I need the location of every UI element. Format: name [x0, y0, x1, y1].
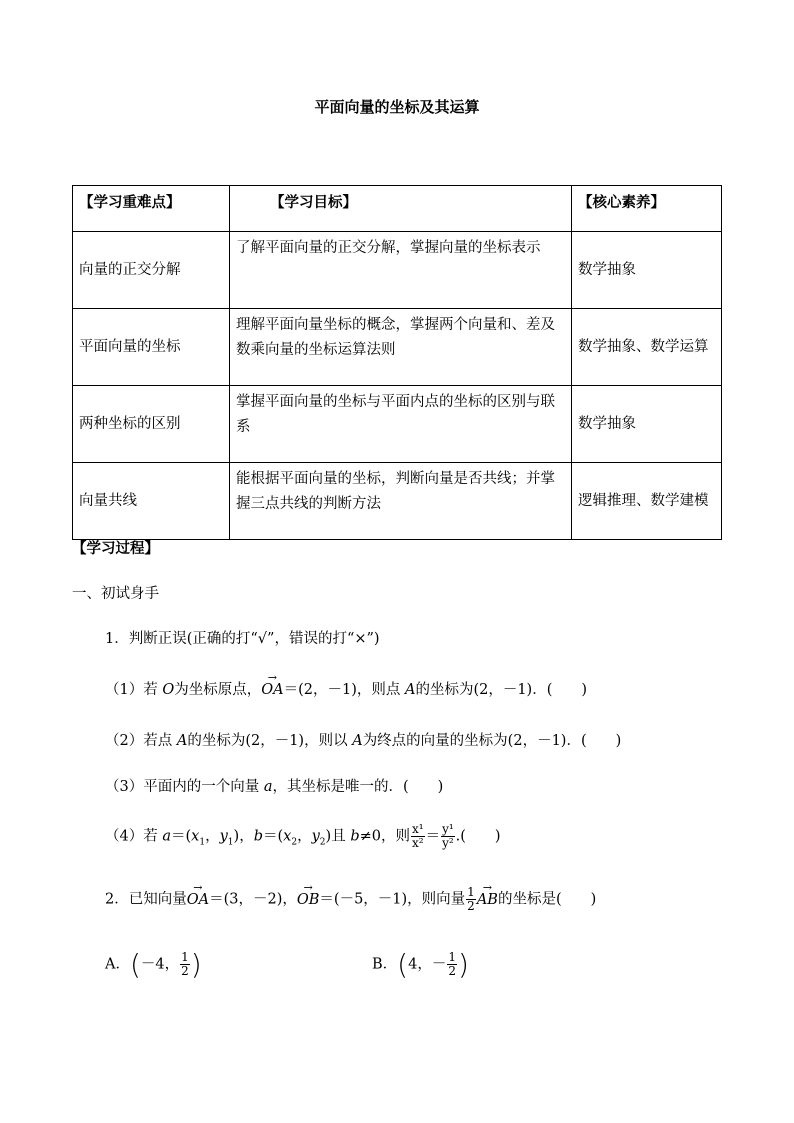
right-paren: ) [190, 948, 202, 981]
table-header-row [73, 186, 722, 232]
row-literacy: 数学抽象 [572, 232, 722, 309]
subscript: 2 [319, 837, 326, 848]
row-goal: 掌握平面向量的坐标与平面内点的坐标的区别与联系 [230, 386, 572, 463]
text: ＝(2，－1)，则点 [283, 682, 405, 698]
denominator: 2 [467, 899, 475, 913]
row-goal: 理解平面向量坐标的概念，掌握两个向量和、差及数乘向量的坐标运算法则 [230, 309, 572, 386]
table-row [73, 386, 722, 463]
text: 的坐标为(2，－1)．( ) [415, 682, 588, 698]
var-y: y [311, 828, 320, 845]
var-a: a [263, 779, 273, 795]
table-row [73, 232, 722, 309]
text: ＝(－5，－1)，则向量 [319, 891, 466, 908]
text: ＝(3，－2)， [209, 891, 297, 908]
fraction [441, 823, 455, 850]
row-literacy: 数学抽象、数学运算 [572, 309, 722, 386]
numerator: 1 [467, 885, 475, 899]
table-row [73, 309, 722, 386]
question-1-stem: 1．判断正误(正确的打“√”，错误的打“×”) [105, 631, 380, 647]
page-title: 平面向量的坐标及其运算 [314, 98, 480, 116]
var-b: b [350, 828, 360, 845]
right-paren: ) [457, 948, 469, 981]
text: ＝( [263, 828, 284, 845]
var-a: a [162, 828, 171, 845]
text: 2．已知向量 [105, 891, 187, 908]
question-2-stem [105, 886, 596, 913]
header-key-points: 【学习重难点】 [73, 186, 230, 232]
denominator: 2 [448, 964, 456, 978]
text: 的坐标为(2，－1)，则以 [187, 733, 353, 749]
row-goal: 了解平面向量的正交分解，掌握向量的坐标表示 [230, 232, 572, 309]
text: （2）若点 [105, 733, 177, 749]
subscript: 1 [227, 837, 234, 848]
var-y: y [219, 828, 228, 845]
text: 的坐标是( ) [497, 891, 597, 908]
text: ， [205, 828, 220, 845]
text: ， [297, 828, 312, 845]
vector-OA: → OA [261, 682, 283, 698]
denominator: y² [442, 836, 454, 850]
question-1-item-3 [105, 775, 443, 796]
numerator: 1 [448, 950, 456, 964]
vector-OA: → OA [187, 892, 209, 908]
text: ≠0，则 [359, 828, 410, 845]
text: －4， [140, 956, 180, 973]
option-label: A． [105, 956, 130, 973]
text: ＝ [425, 828, 441, 845]
row-literacy: 数学抽象 [572, 386, 722, 463]
row-topic: 向量共线 [73, 463, 230, 540]
question-1-item-2 [105, 729, 621, 750]
fraction [466, 886, 476, 913]
var-O: O [162, 682, 175, 698]
denominator: 2 [181, 964, 189, 978]
left-paren: ( [129, 948, 141, 981]
text: 为终点的向量的坐标为(2，－1)．( ) [362, 733, 622, 749]
header-goals: 【学习目标】 [230, 186, 572, 232]
fraction [180, 951, 190, 978]
question-1-item-4 [105, 823, 501, 850]
text: （1）若 [105, 682, 163, 698]
process-heading: 【学习过程】 [72, 540, 159, 557]
row-literacy: 逻辑推理、数学建模 [572, 463, 722, 540]
numerator: x¹ [411, 822, 424, 836]
text: 为坐标原点， [174, 682, 262, 698]
text: .( ) [455, 828, 501, 845]
left-paren: ( [397, 948, 409, 981]
text: ＝( [171, 828, 192, 845]
row-goal: 能根据平面向量的坐标，判断向量是否共线；并掌握三点共线的判断方法 [230, 463, 572, 540]
text: （3）平面内的一个向量 [105, 779, 264, 795]
text: 4，－ [408, 956, 447, 973]
row-topic: 平面向量的坐标 [73, 309, 230, 386]
header-literacy: 【核心素养】 [572, 186, 722, 232]
text: ，其坐标是唯一的．( ) [272, 779, 444, 795]
vector-AB: → AB [477, 892, 498, 908]
subscript: 2 [291, 837, 298, 848]
var-A: A [176, 733, 188, 749]
denominator: x² [411, 836, 424, 850]
vector-OB: → OB [297, 892, 320, 908]
text: )， [233, 828, 254, 845]
fraction [411, 823, 425, 850]
fraction [447, 951, 457, 978]
table-row [73, 463, 722, 540]
var-x: x [191, 828, 200, 845]
numerator: y¹ [442, 822, 454, 836]
var-x: x [283, 828, 292, 845]
var-A: A [352, 733, 363, 749]
row-topic: 两种坐标的区别 [73, 386, 230, 463]
var-b: b [253, 828, 263, 845]
row-topic: 向量的正交分解 [73, 232, 230, 309]
option-a[interactable] [105, 948, 202, 981]
option-b[interactable] [372, 948, 469, 981]
text: （4）若 [105, 828, 163, 845]
var-A: A [404, 682, 416, 698]
section-heading: 一、初试身手 [72, 586, 159, 602]
text: )且 [325, 828, 351, 845]
numerator: 1 [181, 950, 189, 964]
subscript: 1 [199, 837, 206, 848]
option-label: B． [372, 956, 398, 973]
objectives-table [72, 185, 722, 540]
question-1-item-1 [105, 678, 587, 699]
